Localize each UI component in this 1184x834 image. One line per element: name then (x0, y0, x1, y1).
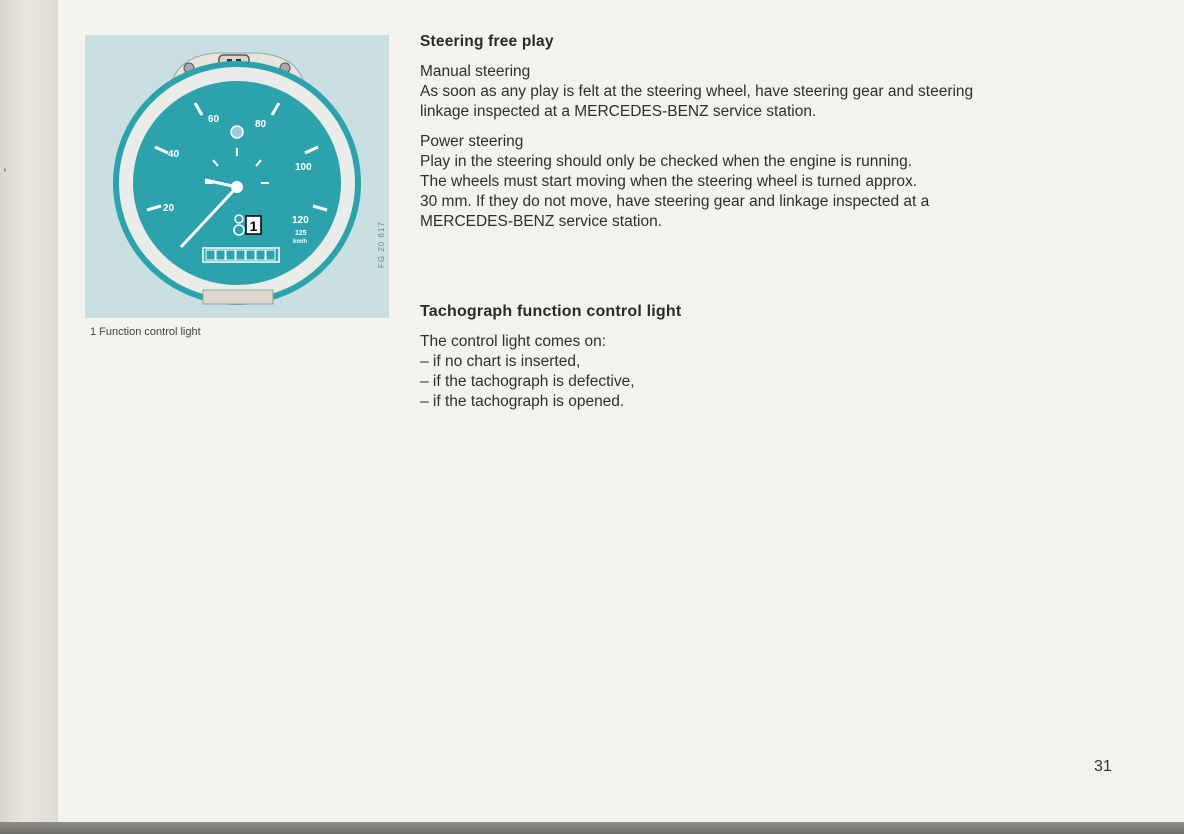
power-line-2: The wheels must start moving when the steering wheel is turned approx. (420, 173, 918, 190)
dial-label-125: 125 (295, 230, 307, 237)
tachograph-heading: Tachograph function control light (420, 303, 682, 320)
steering-section (420, 32, 1120, 242)
dial-label-60: 60 (208, 114, 220, 125)
margin-mark: , (3, 158, 7, 173)
power-line-1: Play in the steering should only be checked when the engine is running. (420, 153, 913, 170)
manual-line-1: As soon as any play is felt at the steering wheel, have steering gear and steering (420, 83, 974, 100)
dial-label-100: 100 (295, 162, 312, 173)
steering-heading: Steering free play (420, 33, 554, 50)
tachograph-section (420, 302, 1120, 412)
dial-label-120: 120 (292, 215, 309, 226)
power-steering-paragraph (420, 132, 1120, 232)
power-steering-subheading: Power steering (420, 133, 524, 150)
manual-steering-paragraph (420, 62, 1120, 122)
tachograph-intro: The control light comes on: (420, 333, 607, 350)
callout-number: 1 (249, 218, 258, 234)
list-item: – if the tachograph is defective, (420, 373, 635, 390)
dial-label-80: 80 (255, 119, 267, 130)
manual-steering-subheading: Manual steering (420, 63, 531, 80)
dial-label-20: 20 (163, 203, 175, 214)
power-line-4: MERCEDES-BENZ service station. (420, 213, 663, 230)
unit-label: km/h (293, 239, 308, 245)
figure-code: FG 20 617 (377, 221, 386, 268)
power-line-3: 30 mm. If they do not move, have steering gear and linkage inspected at a (420, 193, 930, 210)
list-item: – if no chart is inserted, (420, 353, 581, 370)
dial-label-40: 40 (168, 149, 180, 160)
manual-line-2: linkage inspected at a MERCEDES-BENZ service station. (420, 103, 817, 120)
tachograph-illustration (85, 35, 389, 318)
page-number: 31 (1094, 758, 1112, 775)
page-bottom-edge (0, 822, 1184, 834)
book-spine (0, 0, 58, 834)
figure-caption: 1 Function control light (90, 326, 201, 338)
list-item: – if the tachograph is opened. (420, 393, 625, 410)
